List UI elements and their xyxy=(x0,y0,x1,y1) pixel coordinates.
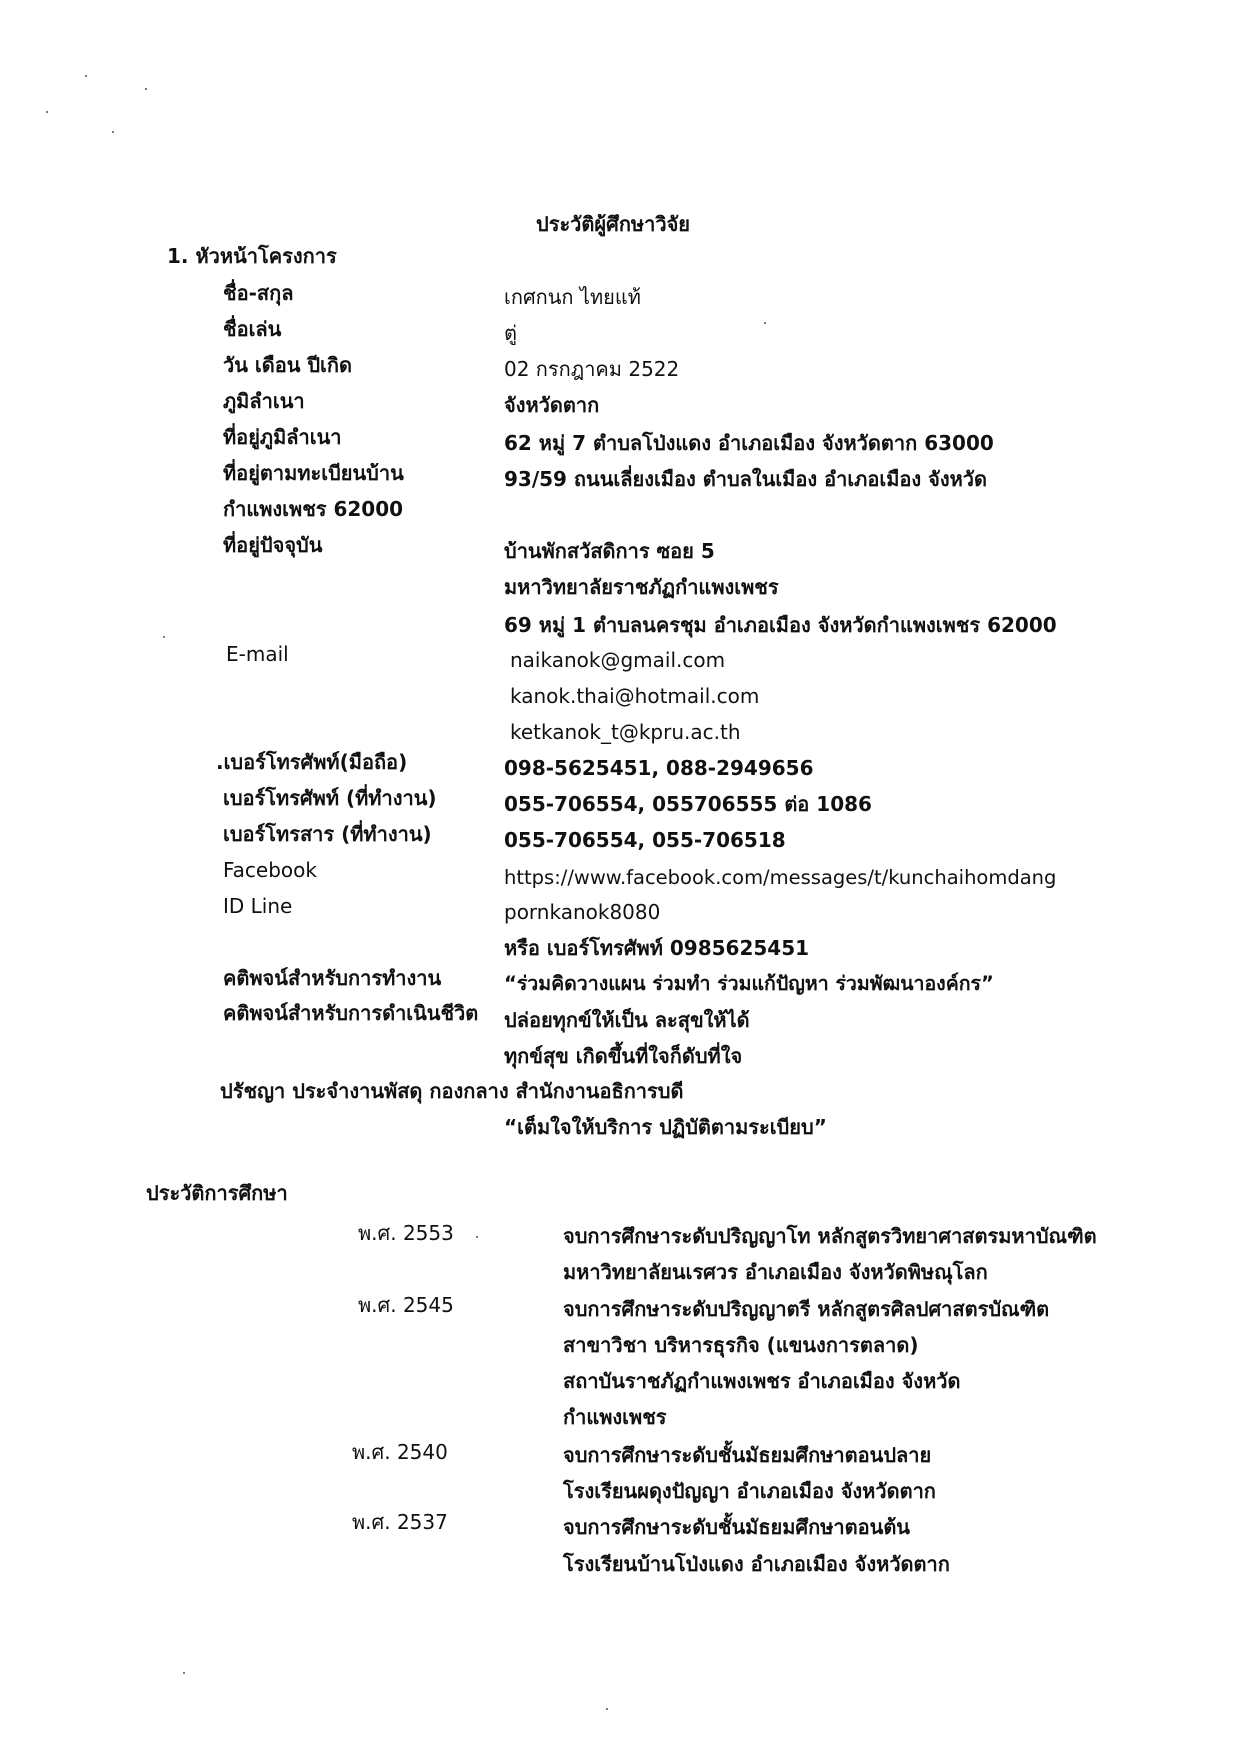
email-value: kanok.thai@hotmail.com xyxy=(510,684,760,708)
education-detail: มหาวิทยาลัยนเรศวร อำเภอเมือง จังหวัดพิษณุโลก xyxy=(563,1260,988,1284)
profile-value: จังหวัดตาก xyxy=(504,393,600,417)
profile-label: ชื่อเล่น xyxy=(223,317,282,341)
motto-life-value: ทุกข์สุข เกิดขึ้นที่ใจก็ดับที่ใจ xyxy=(504,1044,743,1068)
line-id-value: pornkanok8080 xyxy=(504,900,661,924)
philosophy-line: ปรัชญา ประจำงานพัสดุ กองกลาง สำนักงานอธิการบดี xyxy=(220,1079,684,1103)
profile-label: ที่อยู่ตามทะเบียนบ้าน xyxy=(223,461,404,485)
motto-work-value: “ร่วมคิดวางแผน ร่วมทำ ร่วมแก้ปัญหา ร่วมพัฒนาองค์กร” xyxy=(504,972,994,995)
scan-speck xyxy=(85,75,87,77)
scan-speck xyxy=(163,636,165,638)
profile-value: หรือ เบอร์โทรศัพท์ 0985625451 xyxy=(504,936,810,960)
phone-value: 055-706554, 055706555 ต่อ 1086 xyxy=(504,792,872,816)
education-detail: โรงเรียนบ้านโป่งแดง อำเภอเมือง จังหวัดตาก xyxy=(563,1552,950,1576)
profile-value: บ้านพักสวัสดิการ ซอย 5 xyxy=(504,539,715,563)
scan-speck xyxy=(476,1236,478,1238)
education-detail: จบการศึกษาระดับปริญญาโท หลักสูตรวิทยาศาสตรมหาบัณฑิต xyxy=(563,1224,1097,1248)
profile-label: ชื่อ-สกุล xyxy=(223,281,294,305)
profile-label: .เบอร์โทรศัพท์(มือถือ) xyxy=(216,750,408,774)
profile-label: E-mail xyxy=(226,642,289,666)
education-detail: กำแพงเพชร xyxy=(563,1405,667,1429)
philosophy-quote: “เต็มใจให้บริการ ปฏิบัติตามระเบียบ” xyxy=(504,1115,827,1139)
profile-value: 62 หมู่ 7 ตำบลโป่งแดง อำเภอเมือง จังหวัดตาก 63000 xyxy=(504,431,994,455)
profile-value: 93/59 ถนนเลี่ยงเมือง ตำบลในเมือง อำเภอเมือง จังหวัด xyxy=(504,467,988,491)
profile-label: วัน เดือน ปีเกิด xyxy=(223,353,352,377)
profile-label: คติพจน์สำหรับการดำเนินชีวิต xyxy=(223,1001,479,1025)
profile-label: Facebook xyxy=(223,858,317,882)
email-value: naikanok@gmail.com xyxy=(510,648,726,672)
phone-value: 098-5625451, 088-2949656 xyxy=(504,756,814,780)
profile-label: ที่อยู่ภูมิลำเนา xyxy=(223,425,342,449)
education-detail: จบการศึกษาระดับชั้นมัธยมศึกษาตอนต้น xyxy=(563,1515,910,1539)
profile-label: กำแพงเพชร 62000 xyxy=(223,497,404,521)
scan-speck xyxy=(145,88,147,90)
profile-value: มหาวิทยาลัยราชภัฏกำแพงเพชร xyxy=(504,575,779,599)
page-title: ประวัติผู้ศึกษาวิจัย xyxy=(536,212,691,236)
education-year: พ.ศ. 2545 xyxy=(358,1293,454,1317)
profile-label: ID Line xyxy=(223,894,293,918)
fax-value: 055-706554, 055-706518 xyxy=(504,828,786,852)
profile-label: คติพจน์สำหรับการทำงาน xyxy=(223,966,442,990)
scan-speck xyxy=(112,131,114,133)
education-year: พ.ศ. 2540 xyxy=(352,1440,448,1464)
profile-value: 02 กรกฎาคม 2522 xyxy=(504,357,680,381)
profile-label: ภูมิลำเนา xyxy=(223,389,305,413)
education-heading: ประวัติการศึกษา xyxy=(146,1181,288,1205)
profile-value: เกศกนก ไทยแท้ xyxy=(504,285,641,309)
education-detail: สถาบันราชภัฏกำแพงเพชร อำเภอเมือง จังหวัด xyxy=(563,1369,961,1393)
motto-life-value: ปล่อยทุกข์ให้เป็น ละสุขให้ได้ xyxy=(504,1008,750,1032)
email-value: ketkanok_t@kpru.ac.th xyxy=(510,720,741,744)
education-year: พ.ศ. 2537 xyxy=(352,1510,448,1534)
profile-value: 69 หมู่ 1 ตำบลนครชุม อำเภอเมือง จังหวัดกำแพงเพชร 62000 xyxy=(504,613,1057,637)
education-detail: โรงเรียนผดุงปัญญา อำเภอเมือง จังหวัดตาก xyxy=(563,1479,936,1503)
scan-speck xyxy=(46,111,48,113)
scan-speck xyxy=(183,1672,185,1674)
education-detail: จบการศึกษาระดับปริญญาตรี หลักสูตรศิลปศาสตรบัณฑิต xyxy=(563,1297,1050,1321)
education-year: พ.ศ. 2553 xyxy=(358,1221,454,1245)
profile-label: เบอร์โทรสาร (ที่ทำงาน) xyxy=(223,822,432,846)
profile-value: ตู่ xyxy=(504,321,517,345)
profile-label: เบอร์โทรศัพท์ (ที่ทำงาน) xyxy=(223,786,437,810)
facebook-value: https://www.facebook.com/messages/t/kunchaihomdang xyxy=(504,866,1057,889)
scan-speck xyxy=(764,322,766,324)
education-detail: จบการศึกษาระดับชั้นมัธยมศึกษาตอนปลาย xyxy=(563,1443,932,1467)
education-detail: สาขาวิชา บริหารธุรกิจ (แขนงการตลาด) xyxy=(563,1333,919,1357)
section-heading-project-leader: 1. หัวหน้าโครงการ xyxy=(167,244,337,268)
scan-speck xyxy=(606,1708,608,1710)
profile-label: ที่อยู่ปัจจุบัน xyxy=(223,533,323,557)
